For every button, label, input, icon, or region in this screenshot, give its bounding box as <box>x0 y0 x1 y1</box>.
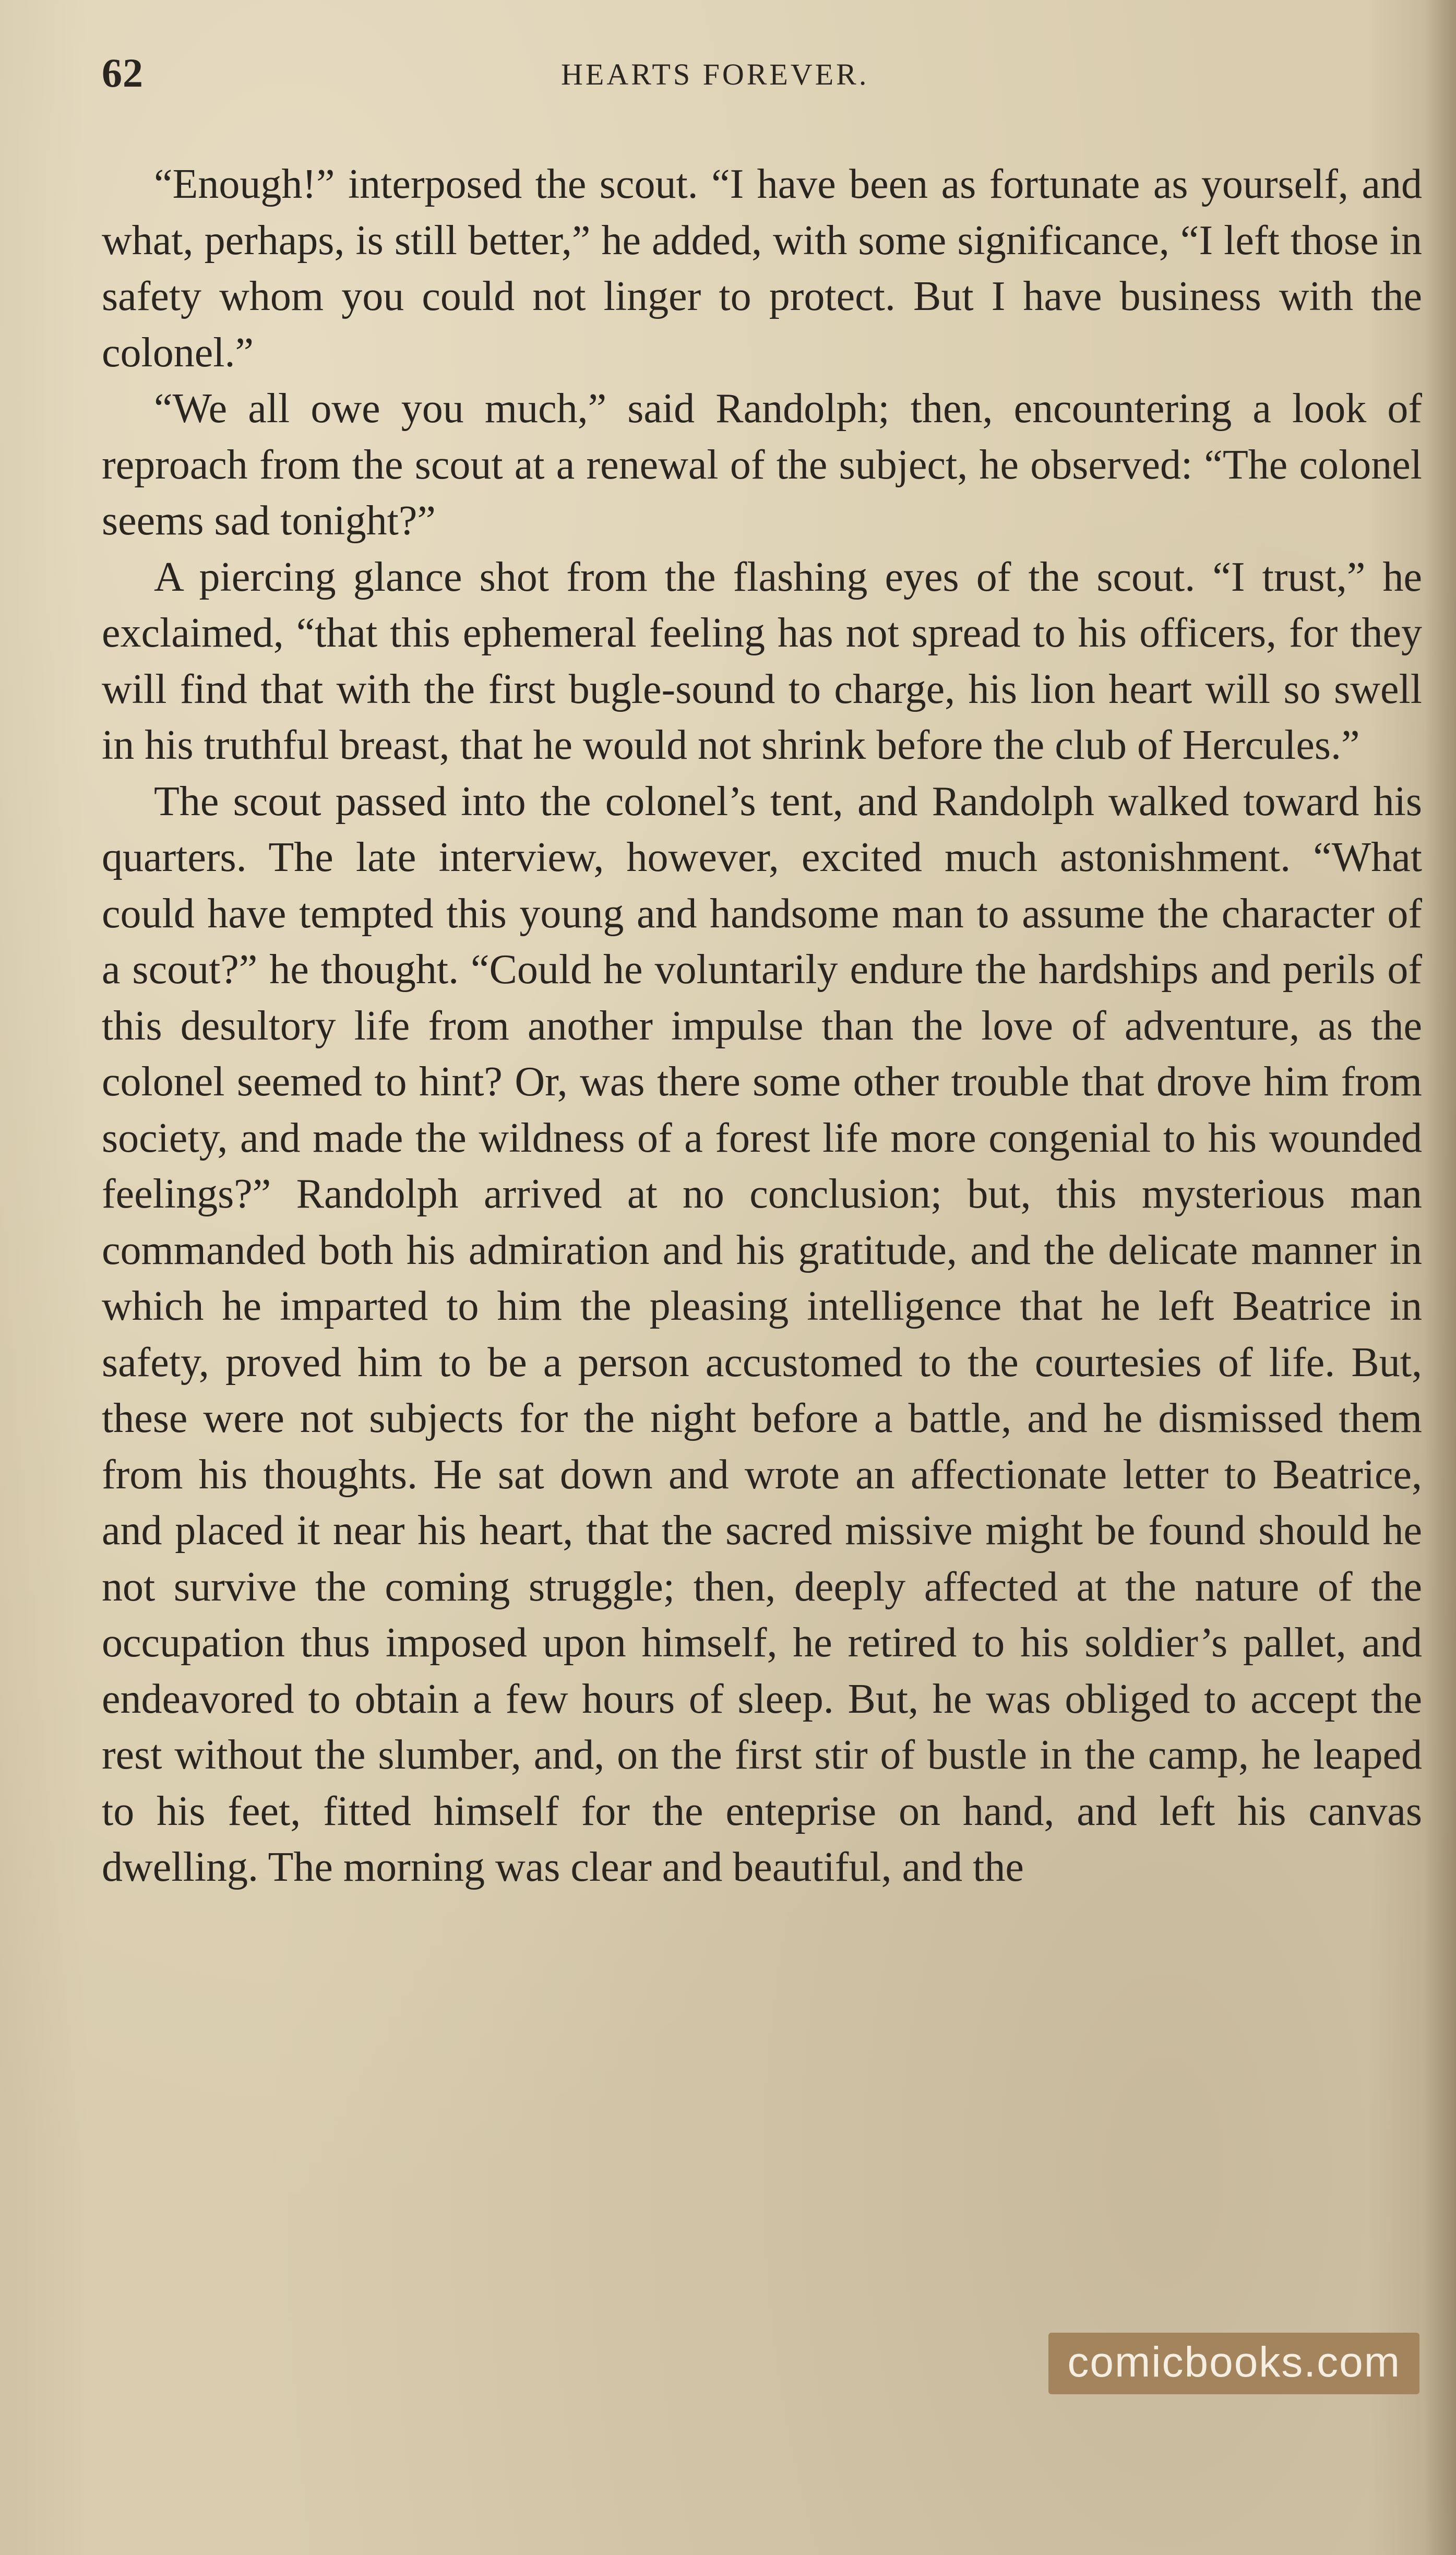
running-head: HEARTS FOREVER. <box>561 57 869 91</box>
paragraph: The scout passed into the colonel’s tent, and Randolph walked toward his quarters. The late interview, however, excited much astonishment. “What could have tempted this young and handsome man to assume the character of a scout?” he thought. “Could he voluntarily endure the hardships and perils of this desultory life from another impulse than the love of adventure, as the colonel seemed to hint? Or, was there some other trouble that drove him from society, and made the wildness of a forest life more congenial to his wounded feelings?” Randolph arrived at no conclusion; but, this mysterious man commanded both his admiration and his gratitude, and the delicate manner in which he imparted to him the pleasing intelligence that he left Beatrice in safety, proved him to be a person accustomed to the courtesies of life. But, these were not subjects for the night before a battle, and he dismissed them from his thoughts. He sat down and wrote an affectionate letter to Beatrice, and placed it near his heart, that the sacred missive might be found should he not survive the coming struggle; then, deeply affected at the nature of the occupation thus imposed upon himself, he retired to his soldier’s pallet, and endeavored to obtain a few hours of sleep. But, he was obliged to accept the rest without the slumber, and, on the first stir of bustle in the camp, he leaped to his feet, fitted himself for the enteprise on hand, and left his canvas dwelling. The morning was clear and beautiful, and the <box>102 778 1422 1890</box>
paragraph: “We all owe you much,” said Randolph; then, encountering a look of reproach from the scout at a renewal of the subject, he observed: “The colonel seems sad tonight?” <box>102 386 1422 544</box>
paragraph: “Enough!” interposed the scout. “I have been as fortunate as yourself, and what, perhaps, is still better,” he added, with some significance, “I left those in safety whom you could not linger to protect. But I have business with the colonel.” <box>102 161 1422 376</box>
page-edge-shadow <box>1425 0 1456 2555</box>
paragraph: A piercing glance shot from the flashing eyes of the scout. “I trust,” he exclaimed, “that this ephemeral feeling has not spread to his officers, for they will find that with the first bugle-sound to charge, his lion heart will so swell in his truthful breast, that he would not shrink before the club of Hercules.” <box>102 554 1422 768</box>
page-header <box>102 50 1427 107</box>
page-number: 62 <box>102 50 144 95</box>
watermark-badge <box>1048 2333 1419 2394</box>
watermark-text: comicbooks.com <box>1067 2338 1401 2386</box>
body-text <box>102 157 1422 1896</box>
